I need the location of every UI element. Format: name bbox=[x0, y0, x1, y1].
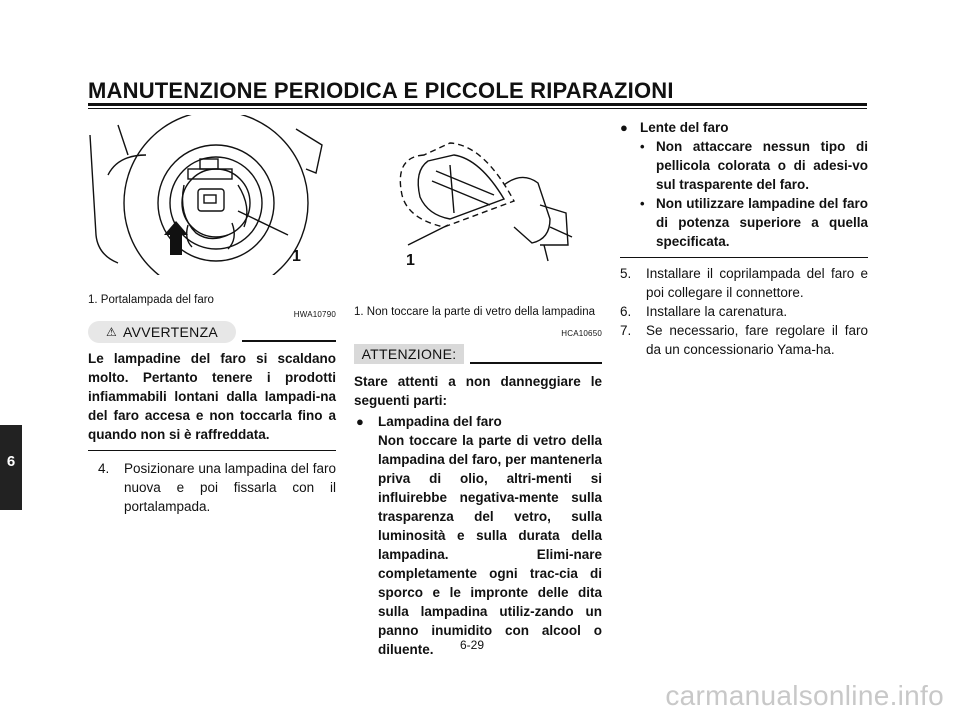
step-number: 4. bbox=[98, 461, 110, 476]
attention-bullet bbox=[354, 412, 602, 659]
bullet-dot-icon: ● bbox=[620, 120, 628, 135]
attention-intro: Stare attenti a non danneggiare le seguenti parti: bbox=[354, 374, 602, 408]
bullet-text: Non toccare la parte di vetro della lampadina del faro, per mantenerla priva di olio, altri-menti si influirebbe negativa-mente sulla trasparenza del vetro, sulla luminosità e sulla durata della lampadina. Elimi-nare completamente ogni trac-cia di sporco e le impronte delle dita sulla lampadina utiliz-zando un panno inumidito con alcool o diluente. bbox=[378, 433, 602, 657]
sub-bullet-dot-icon: • bbox=[640, 196, 645, 211]
attention-label: ATTENZIONE: bbox=[361, 346, 457, 362]
step-text: Installare il coprilampada del faro e poi collegare il connettore. bbox=[646, 266, 868, 300]
sub-bullet-text: Non attaccare nessun tipo di pellicola colorata o di adesi-vo sul trasparente del faro. bbox=[656, 139, 868, 192]
page-header-title: MANUTENZIONE PERIODICA E PICCOLE RIPARAZIONI bbox=[88, 78, 674, 103]
figure-callout-1: 1 bbox=[406, 252, 415, 269]
watermark: carmanualsonline.info bbox=[665, 680, 944, 711]
figure-caption: 1. Portalampada del faro bbox=[88, 294, 214, 306]
step-5 bbox=[620, 264, 868, 302]
step-text: Se necessario, fare regolare il faro da un concessionario Yama-ha. bbox=[646, 323, 868, 357]
sub-bullet-1 bbox=[640, 137, 868, 194]
warning-rule bbox=[242, 340, 336, 342]
step-number: 7. bbox=[620, 323, 632, 338]
page-number: 6-29 bbox=[460, 638, 485, 652]
attention-code: HCA10650 bbox=[561, 329, 602, 338]
bullet-dot-icon: ● bbox=[356, 414, 364, 429]
warning-code: HWA10790 bbox=[293, 310, 336, 319]
left-column bbox=[88, 115, 336, 516]
warning-end-rule bbox=[88, 450, 336, 451]
warning-label: AVVERTENZA bbox=[123, 324, 219, 340]
figure-callout-1: 1 bbox=[292, 248, 301, 265]
attention-badge bbox=[354, 344, 464, 364]
header-rule bbox=[88, 103, 867, 106]
bulb-figure bbox=[354, 115, 602, 293]
chapter-tab-label: 6 bbox=[6, 453, 16, 470]
header-rule-thin bbox=[88, 108, 867, 109]
attention-end-rule bbox=[620, 257, 868, 258]
sub-bullet-2 bbox=[640, 194, 868, 251]
warning-triangle-icon: ⚠ bbox=[105, 325, 117, 339]
step-6 bbox=[620, 302, 868, 321]
warning-header bbox=[88, 321, 336, 345]
headlight-socket-illustration bbox=[88, 115, 336, 275]
step-text: Posizionare una lampadina del faro nuova e poi fissarla con il portalampada. bbox=[124, 461, 336, 514]
step-4 bbox=[88, 459, 336, 516]
bullet-title: Lente del faro bbox=[640, 120, 729, 135]
step-7 bbox=[620, 321, 868, 359]
headlight-bulb-illustration bbox=[354, 115, 602, 293]
step-text: Installare la carenatura. bbox=[646, 304, 788, 319]
headlight-socket-figure bbox=[88, 115, 336, 275]
step-number: 6. bbox=[620, 304, 632, 319]
bullet-title: Lampadina del faro bbox=[378, 414, 502, 429]
chapter-tab bbox=[0, 425, 22, 510]
attention-header bbox=[354, 344, 602, 366]
warning-text: Le lampadine del faro si scaldano molto. Pertanto tenere i prodotti infiammabili lontani dalla lampadi-na del faro accesa e non toccarla fino a quando non si è raffreddata. bbox=[88, 351, 336, 442]
sub-bullet-dot-icon: • bbox=[640, 139, 645, 154]
attention-rule bbox=[470, 362, 602, 364]
right-column bbox=[620, 118, 868, 359]
sub-bullet-text: Non utilizzare lampadine del faro di potenza superiore a quella specificata. bbox=[656, 196, 868, 249]
lens-bullet bbox=[620, 118, 868, 251]
middle-column bbox=[354, 115, 602, 659]
step-number: 5. bbox=[620, 266, 632, 281]
warning-badge bbox=[88, 321, 236, 343]
figure-caption: 1. Non toccare la parte di vetro della lampadina bbox=[354, 306, 596, 318]
